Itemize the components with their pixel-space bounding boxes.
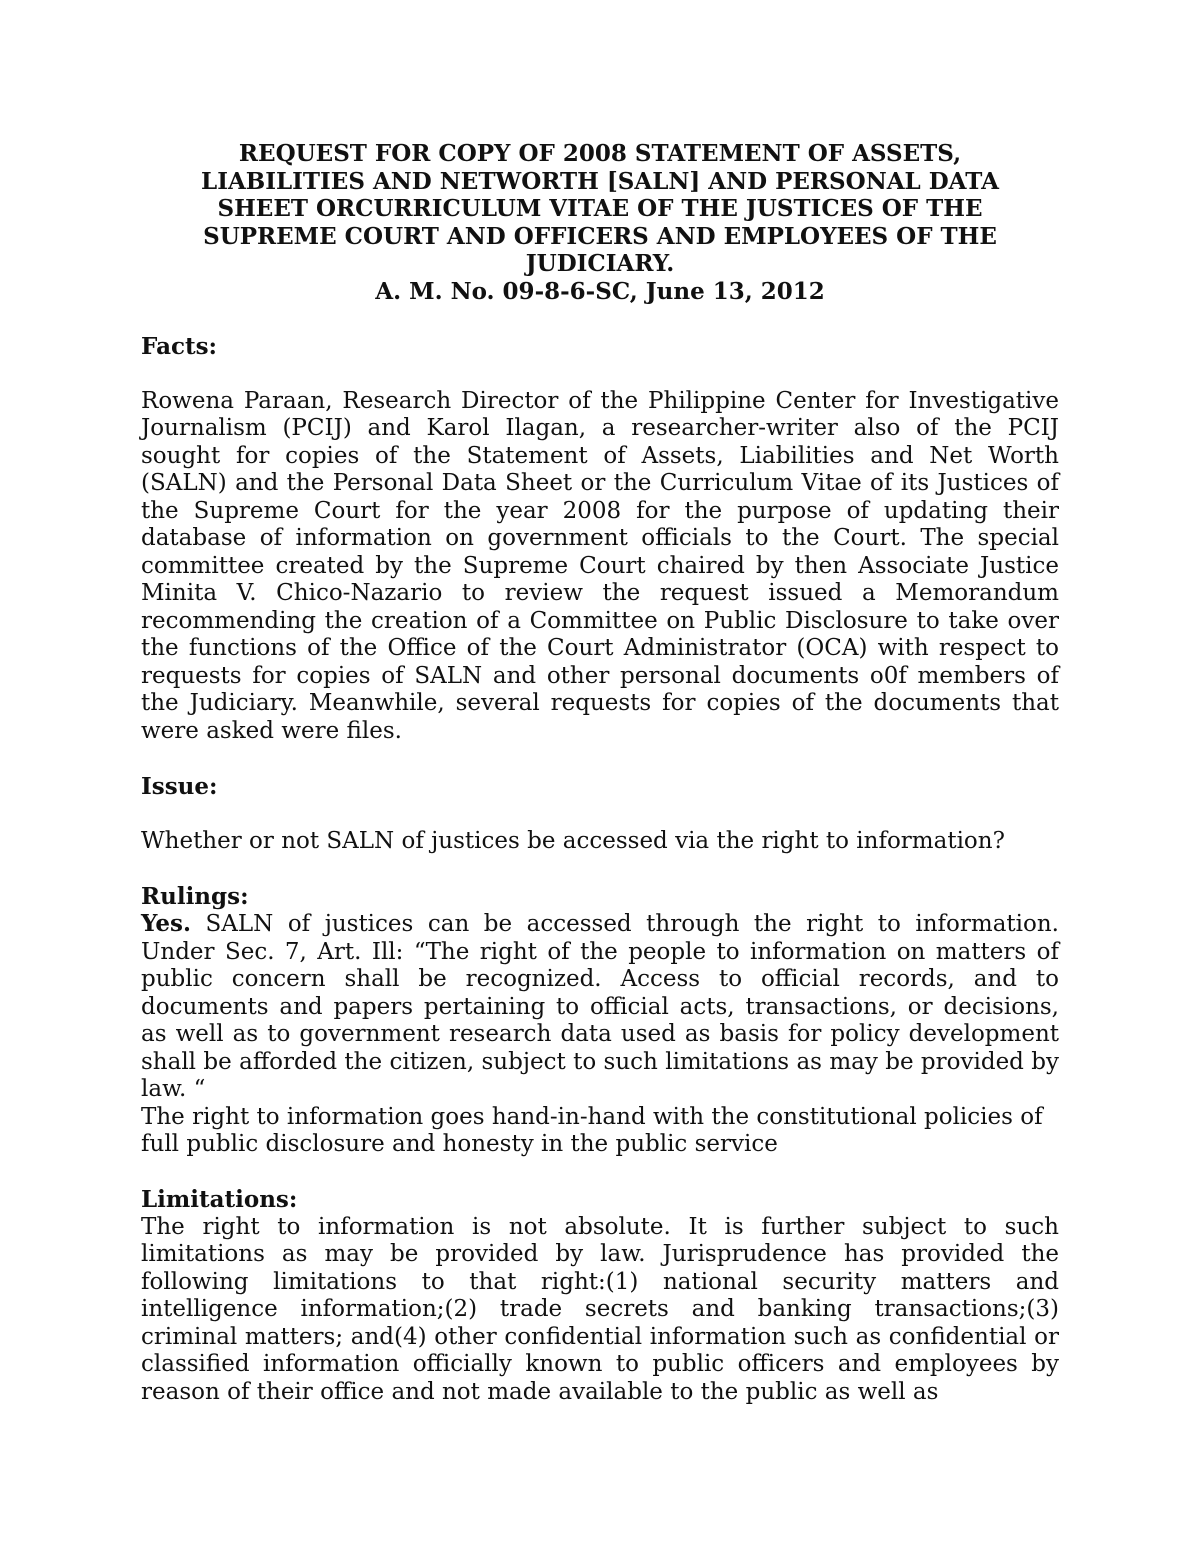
rulings-answer: Yes. [141,910,192,937]
facts-body: Rowena Paraan, Research Director of the Philippine Center for Investigative Journalism (PCIJ) and Karol Ilagan, a researcher-writer also of the PCIJ sought for copies of the Statement of Assets, Liabilities and Net Worth (SALN) and the Personal Data Sheet or the Curriculum Vitae of its Justices of the Supreme Court for the year 2008 for the purpose of updating their database of information on government officials to the Court. The special committee created by the Supreme Court chaired by then Associate Justice Minita V. Chico-Nazario to review the request issued a Memorandum recommending the creation of a Committee on Public Disclosure to take over the functions of the Office of the Court Administrator (OCA) with respect to requests for copies of SALN and other personal documents o0f members of the Judiciary. Meanwhile, several requests for copies of the documents that were asked were files. [141,387,1059,744]
rulings-body [141,910,1059,1104]
title-line-2: LIABILITIES AND NETWORTH [SALN] AND PERSONAL DATA [201,167,999,195]
rulings-body-2: The right to information goes hand-in-hand with the constitutional policies of full public disclosure and honesty in the public service [141,1103,1043,1157]
rulings-heading: Rulings: [141,882,249,910]
issue-body: Whether or not SALN of justices be accessed via the right to information? [141,827,1005,854]
document-title [141,140,1059,305]
limitations-body: The right to information is not absolute. It is further subject to such limitations as may be provided by law. Jurisprudence has provided the following limitations to that right:(1) national security matters and intelligence information;(2) trade secrets and banking transactions;(3) criminal matters; and(4) other confidential information such as confidential or classified information officially known to public officers and employees by reason of their office and not made available to the public as well as [141,1213,1059,1405]
limitations-heading: Limitations: [141,1186,298,1213]
document-page [141,140,1059,1406]
case-citation: A. M. No. 09-8-6-SC, June 13, 2012 [375,277,825,305]
rulings-text: SALN of justices can be accessed through the right to information. Under Sec. 7, Art. Ill: “The right of the people to information on matters of public concern shall be recognized. Access to official records, and to documents and papers pertaining to official acts, transactions, or decisions, as well as to government research data used as basis for policy development shall be afforded the citizen, subject to such limitations as may be provided by law. “ [141,911,1059,1102]
title-line-3: SHEET ORCURRICULUM VITAE OF THE JUSTICES OF THE [217,195,983,222]
facts-heading: Facts: [141,332,218,360]
title-line-1: REQUEST FOR COPY OF 2008 STATEMENT OF ASSETS, [238,140,962,167]
issue-heading: Issue: [141,772,218,800]
title-line-4: SUPREME COURT AND OFFICERS AND EMPLOYEES OF THE [203,222,997,250]
title-line-5: JUDICIARY. [525,250,675,277]
